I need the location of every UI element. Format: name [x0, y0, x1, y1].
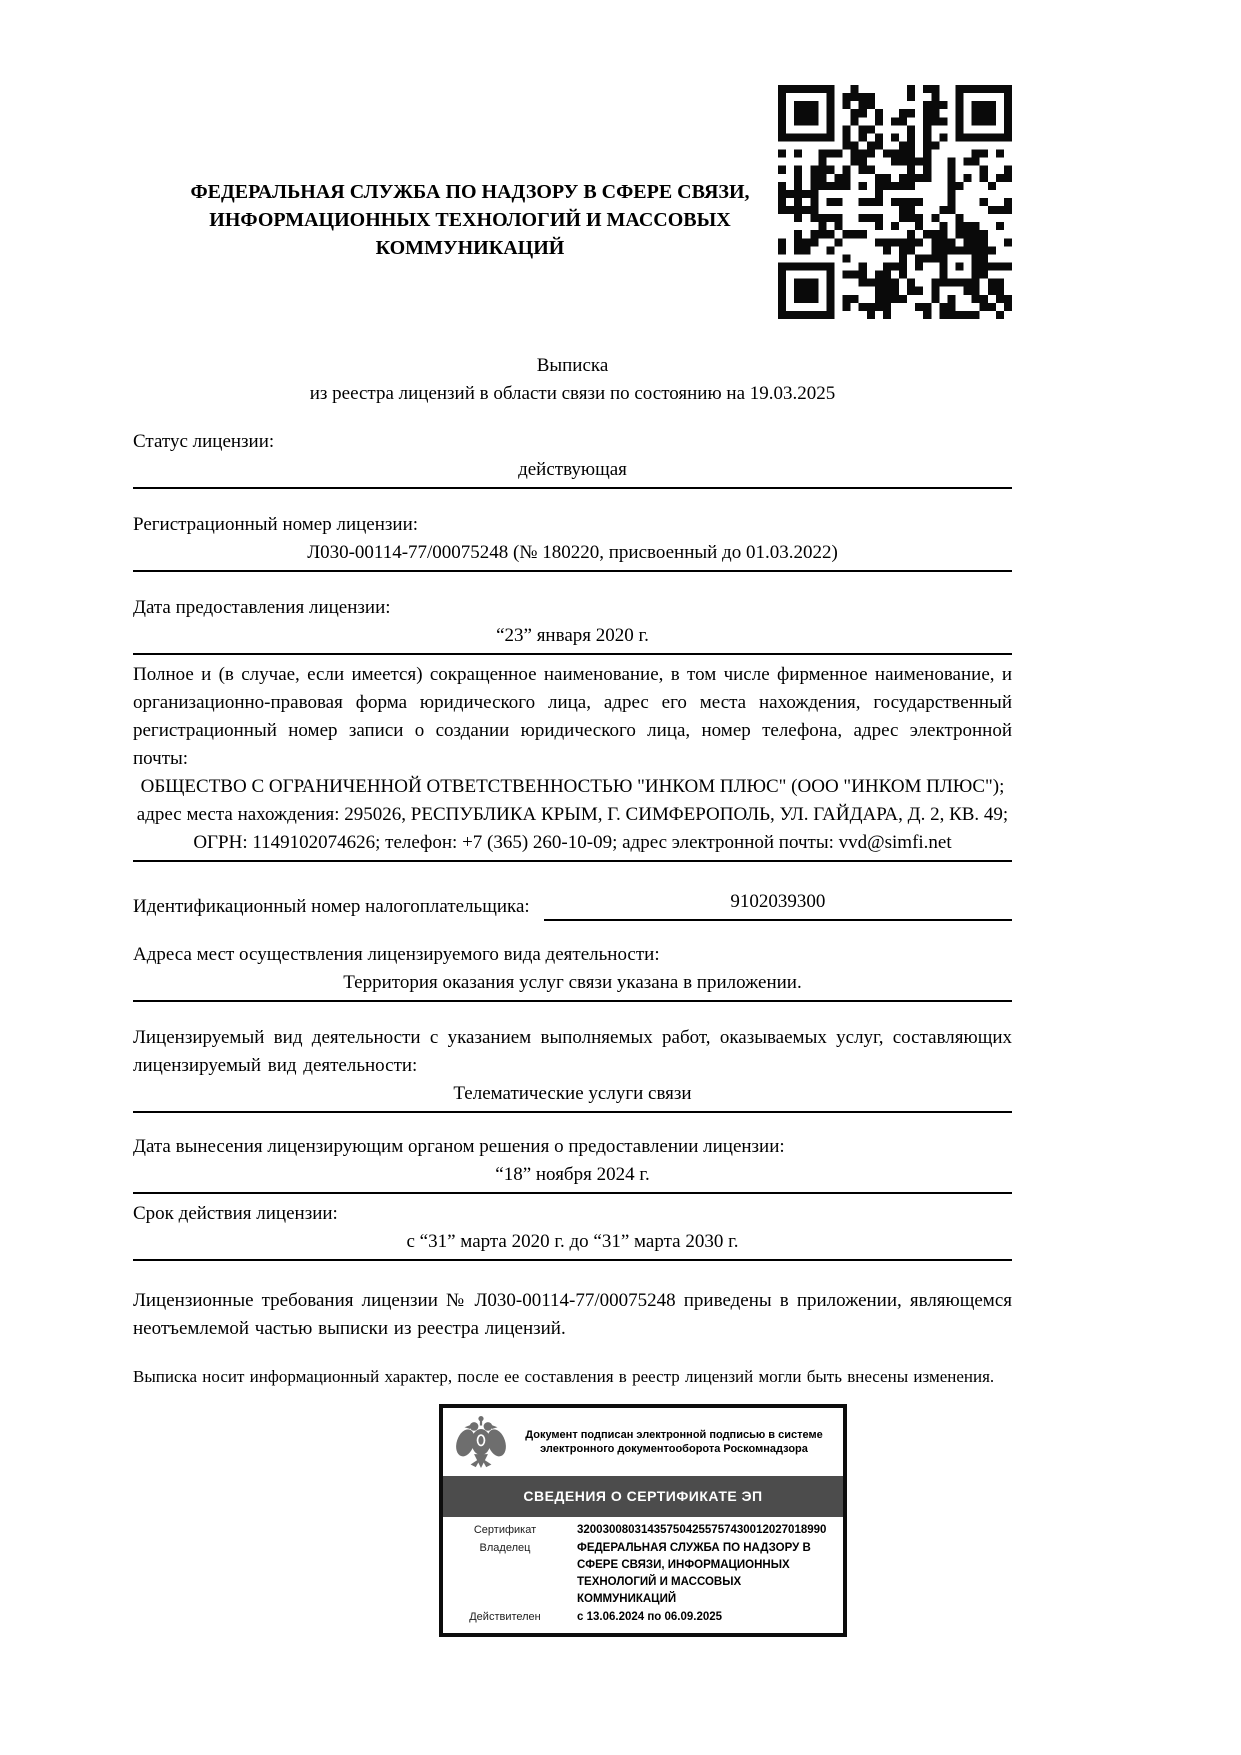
requirements-paragraph: Лицензионные требования лицензии № Л030-00114-77/00075248 приведены в приложении, являющемся неотъемлемой частью выписки из реестра лицензий. — [133, 1290, 1012, 1339]
field-addresses — [133, 941, 1012, 1002]
field-addresses-value: Территория оказания услуг связи указана в приложении. — [133, 969, 1012, 1002]
russian-coat-of-arms-icon — [455, 1414, 507, 1470]
field-decision-date — [133, 1133, 1012, 1194]
field-status — [133, 428, 1012, 489]
field-grant-date-label: Дата предоставления лицензии: — [133, 597, 391, 618]
cert-valid-value: с 13.06.2024 по 06.09.2025 — [577, 1611, 723, 1623]
field-reg-number-value: Л030-00114-77/00075248 (№ 180220, присвоенный до 01.03.2022) — [133, 539, 1012, 572]
cert-valid-label: Действителен — [469, 1611, 541, 1623]
field-reg-number-label: Регистрационный номер лицензии: — [133, 514, 419, 535]
document-title: Выписка — [536, 355, 609, 376]
field-reg-number — [133, 511, 1012, 572]
field-addresses-label: Адреса мест осуществления лицензируемого вида деятельности: — [133, 944, 660, 965]
field-inn-label: Идентификационный номер налогоплательщика: — [133, 896, 530, 917]
qr-code-icon — [778, 85, 1012, 319]
field-grant-date-value: “23” января 2020 г. — [133, 622, 1012, 655]
document-header-authority: ФЕДЕРАЛЬНАЯ СЛУЖБА ПО НАДЗОРУ В СФЕРЕ СВЯЗИ, ИНФОРМАЦИОННЫХ ТЕХНОЛОГИЙ И МАССОВЫХ КОММУНИКАЦИЙ — [190, 181, 750, 259]
field-activity — [133, 1024, 1012, 1113]
certificate-table — [443, 1517, 843, 1633]
document-subtitle: из реестра лицензий в области связи по состоянию на 19.03.2025 — [309, 383, 836, 404]
field-organization-value: ОБЩЕСТВО С ОГРАНИЧЕННОЙ ОТВЕТСТВЕННОСТЬЮ "ИНКОМ ПЛЮС" (ООО "ИНКОМ ПЛЮС"); адрес места нахождения: 295026, РЕСПУБЛИКА КРЫМ, Г. СИМФЕРОПОЛЬ, УЛ. ГАЙДАРА, Д. 2, КВ. 49; ОГРН: 1149102074626; телефон: +7 (365) 260-10-09; адрес электронной почты: vvd@simfi.net — [133, 773, 1012, 862]
stamp-signed-text: Документ подписан электронной подписью в системе электронного документооборота Роскомнадзора — [525, 1429, 823, 1455]
qr-code-icon — [778, 85, 1012, 319]
cert-owner-label: Владелец — [479, 1542, 531, 1554]
field-validity-value: с “31” марта 2020 г. до “31” марта 2030 г. — [133, 1228, 1012, 1261]
field-activity-value: Телематические услуги связи — [133, 1080, 1012, 1113]
field-activity-label: Лицензируемый вид деятельности с указанием выполняемых работ, оказываемых услуг, составляющих лицензируемый вид деятельности: — [133, 1027, 1012, 1076]
document-body — [133, 352, 1012, 1637]
stamp-header — [443, 1408, 843, 1476]
signature-stamp — [439, 1404, 847, 1637]
informational-note: Выписка носит информационный характер, после ее составления в реестр лицензий могли быть внесены изменения. — [133, 1367, 995, 1386]
field-validity-label: Срок действия лицензии: — [133, 1203, 338, 1224]
field-validity — [133, 1200, 1012, 1261]
field-grant-date — [133, 594, 1012, 655]
field-status-value: действующая — [133, 456, 1012, 489]
field-inn-value: 9102039300 — [544, 888, 1012, 921]
certificate-info-bar: СВЕДЕНИЯ О СЕРТИФИКАТЕ ЭП — [443, 1476, 843, 1517]
field-decision-date-value: “18” ноября 2024 г. — [133, 1161, 1012, 1194]
field-decision-date-label: Дата вынесения лицензирующим органом решения о предоставлении лицензии: — [133, 1136, 785, 1157]
field-organization — [133, 661, 1012, 862]
cert-label: Сертификат — [473, 1524, 537, 1536]
field-inn — [133, 888, 1012, 921]
cert-value: 320030080314357504255757430012027018990 — [577, 1524, 827, 1536]
cert-owner-value: ФЕДЕРАЛЬНАЯ СЛУЖБА ПО НАДЗОРУ В СФЕРЕ СВЯЗИ, ИНФОРМАЦИОННЫХ ТЕХНОЛОГИЙ И МАССОВЫХ КОММУНИКАЦИЙ — [577, 1542, 811, 1605]
field-organization-label: Полное и (в случае, если имеется) сокращенное наименование, в том числе фирменное наименование, и организационно-правовая форма юридического лица, адрес его места нахождения, государственный регистрационный номер записи о создании юридического лица, номер телефона, адрес электронной почты: — [133, 664, 1012, 769]
field-status-label: Статус лицензии: — [133, 431, 275, 452]
